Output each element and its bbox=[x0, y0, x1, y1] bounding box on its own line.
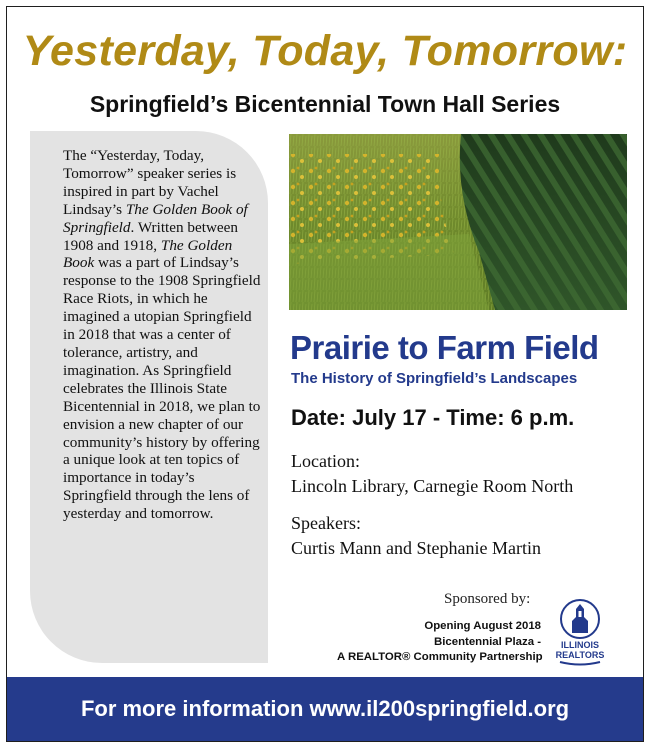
page-title: Yesterday, Today, Tomorrow: bbox=[22, 27, 628, 75]
prairie-farm-photo bbox=[289, 134, 627, 310]
sponsor-line-3: A REALTOR® Community Partnership bbox=[337, 651, 543, 663]
speakers-label: Speakers: bbox=[291, 513, 361, 533]
sponsor-details bbox=[337, 619, 541, 666]
event-date-time: Date: July 17 - Time: 6 p.m. bbox=[291, 405, 575, 430]
illinois-realtors-logo bbox=[550, 597, 610, 675]
event-subtitle: The History of Springfield’s Landscapes bbox=[291, 370, 578, 387]
sponsor-line-2: Bicentennial Plaza - bbox=[434, 635, 541, 648]
location-label: Location: bbox=[291, 451, 360, 471]
event-title: Prairie to Farm Field bbox=[290, 329, 599, 366]
description-panel bbox=[30, 131, 268, 663]
page-subtitle: Springfield’s Bicentennial Town Hall Series bbox=[89, 91, 561, 117]
book-short-title: The Golden Book bbox=[63, 236, 233, 272]
book-title: The Golden Book of Springfield bbox=[63, 200, 248, 236]
sponsor-label: Sponsored by: bbox=[444, 591, 531, 607]
description-part-3: was a part of Lindsay’s response to the 1908 Springfield Race Riots, in which he imagined a utopian Springfield in 2018 that was a center of tolerance, artistry, and imagination. As Springfield celebrates the Illinois State Bicentennial in 2018, we plan to envision a new chapter of our community’s history by offering a unique look at ten topics of importance in today’s Springfield through the lens of yesterday and tomorrow. bbox=[63, 254, 261, 523]
description-text bbox=[63, 147, 261, 523]
flyer bbox=[6, 6, 644, 742]
description-part-2: . Written between 1908 and 1918, bbox=[63, 218, 238, 254]
footer-info-link[interactable]: For more information www.il200springfield.org bbox=[80, 696, 570, 721]
speakers-value: Curtis Mann and Stephanie Martin bbox=[291, 538, 541, 558]
logo-text-illinois: ILLINOIS bbox=[561, 640, 599, 650]
sponsor-line-1: Opening August 2018 bbox=[424, 620, 541, 632]
footer-banner bbox=[7, 677, 643, 741]
location-value: Lincoln Library, Carnegie Room North bbox=[291, 476, 574, 496]
description-part-1: The “Yesterday, Today, Tomorrow” speaker series is inspired in part by Vachel Lindsay’s bbox=[63, 147, 237, 218]
logo-text-realtors: REALTORS bbox=[555, 650, 605, 660]
